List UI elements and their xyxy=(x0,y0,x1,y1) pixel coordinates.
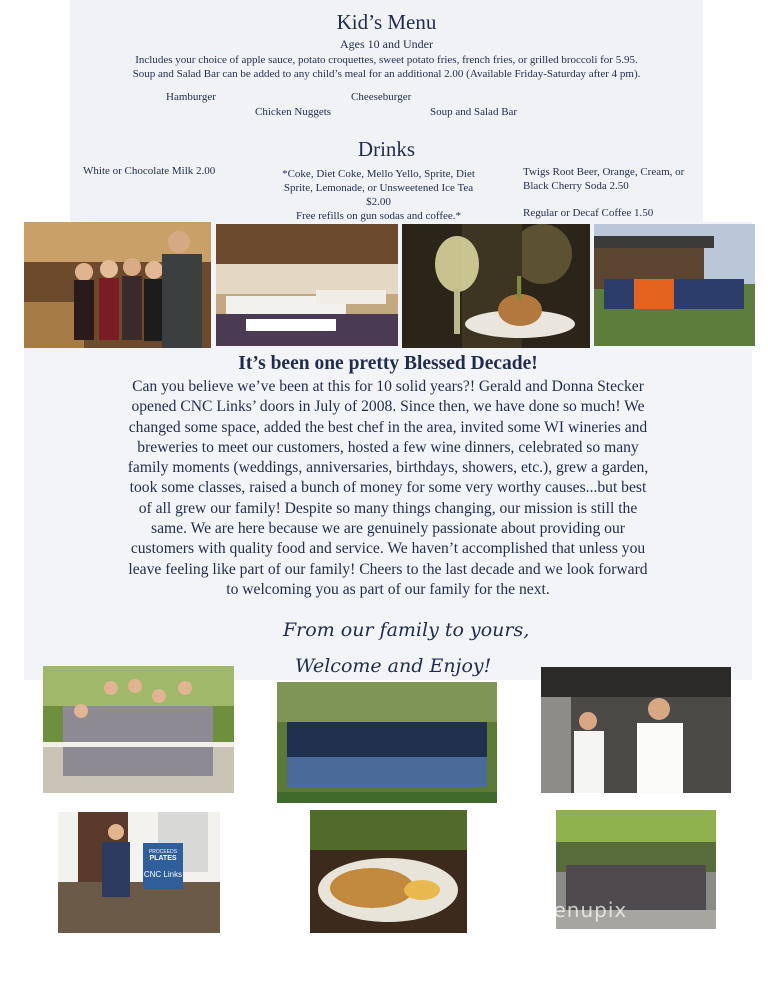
drinks-soda-price: $2.00 xyxy=(366,196,391,208)
drinks-milk: White or Chocolate Milk 2.00 xyxy=(83,165,216,177)
photo-banquet-room xyxy=(216,224,398,346)
decade-line: opened CNC Links’ doors in July of 2008. Since then, we have done so much! We xyxy=(131,398,645,416)
kids-menu-subtitle: Ages 10 and Under xyxy=(340,37,433,51)
photo-golf-group xyxy=(594,224,755,346)
decade-line: Can you believe we’ve been at this for 10 solid years?! Gerald and Donna Stecker xyxy=(132,378,644,395)
photo-wine-dish xyxy=(402,224,590,348)
decade-line: customers with quality food and service. We haven’t accomplished that unless you xyxy=(130,540,646,558)
script-from-family: From our family to yours, xyxy=(283,619,530,641)
decade-line: family moments (weddings, anniversaries, birthdays, showers, etc.), grew a garden, xyxy=(127,459,649,477)
sign-plates: PLATES xyxy=(149,855,177,862)
drinks-coffee: Regular or Decaf Coffee 1.50 xyxy=(523,207,654,219)
decade-line: changed some space, added the best chef in the area, invited some WI wineries and xyxy=(128,418,648,436)
decade-story xyxy=(24,377,752,600)
decade-line: same. We are here because we are genuinely passionate about providing our xyxy=(151,520,625,538)
photo-chefs xyxy=(541,667,731,793)
menupix-watermark: menupix xyxy=(533,898,628,922)
decade-line: leave feeling like part of our family! Cheers to the last decade and we look forward xyxy=(128,560,648,578)
decade-title: It’s been one pretty Blessed Decade! xyxy=(238,353,538,374)
kids-item-cheeseburger: Cheeseburger xyxy=(351,91,412,103)
drinks-specialty-soda xyxy=(523,165,684,193)
cnc-links-sign xyxy=(143,843,183,889)
drinks-specialty-line2: Black Cherry Soda 2.50 xyxy=(523,180,629,192)
drinks-soda-refills: Free refills on gun sodas and coffee.* xyxy=(295,210,462,222)
drinks-soda-line2: Sprite, Lemonade, or Unsweetened Ice Tea xyxy=(283,182,474,194)
kids-menu-includes: Includes your choice of apple sauce, potato croquettes, sweet potato fries, french fries, or grilled broccoli for 5.95. xyxy=(135,54,638,66)
photo-big-family xyxy=(277,682,497,803)
drinks-specialty-line1: Twigs Root Beer, Orange, Cream, or xyxy=(523,166,685,178)
drinks-title: Drinks xyxy=(357,137,416,161)
decade-line: of all grew our family! Despite so many things changing, our mission is still the xyxy=(138,499,638,517)
drinks-soda-list xyxy=(262,167,495,223)
script-welcome: Welcome and Enjoy! xyxy=(295,655,492,677)
kids-menu-addon: Soup and Salad Bar can be added to any child’s meal for an additional 2.00 (Available Friday-Saturday after 4 pm). xyxy=(132,68,641,80)
decade-line: to welcoming you as part of our family for the next. xyxy=(226,580,550,598)
drinks-soda-line1: *Coke, Diet Coke, Mello Yello, Sprite, Diet xyxy=(282,168,475,180)
decade-line: breweries to meet our customers, hosted a few wine dinners, celebrated so many xyxy=(137,438,639,456)
photo-bar-group xyxy=(24,222,211,348)
kids-menu-title: Kid’s Menu xyxy=(336,10,437,34)
sign-proceeds: PROCEEDS xyxy=(148,849,178,855)
kids-item-chicken-nuggets: Chicken Nuggets xyxy=(255,106,332,118)
sign-cnc-links: CNC Links xyxy=(143,870,183,879)
photo-sign-holder xyxy=(58,812,220,933)
kids-item-soup-salad: Soup and Salad Bar xyxy=(430,106,518,118)
kids-item-hamburger: Hamburger xyxy=(166,91,216,103)
photo-fries-beans xyxy=(310,810,467,933)
photo-family-suits xyxy=(43,666,234,793)
decade-line: took some classes, raised a bunch of money for some very worthy causes...but best xyxy=(129,479,647,497)
